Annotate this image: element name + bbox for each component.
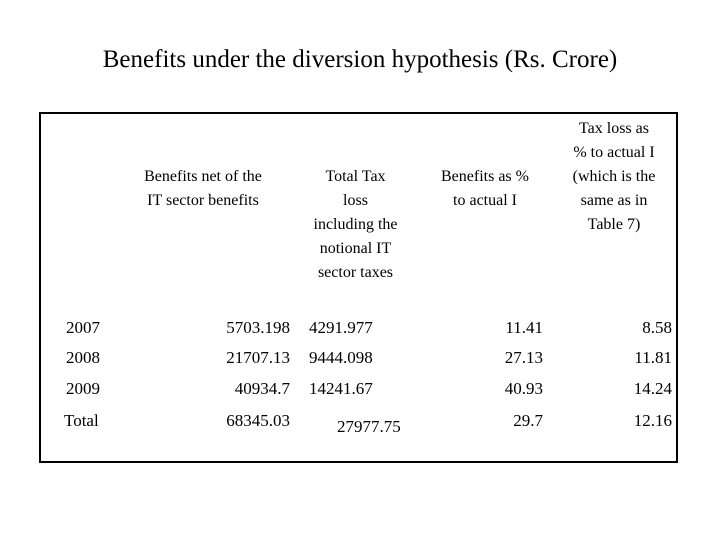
header-total-tax-loss-line: Total Tax [325,168,386,185]
cell-benefits: 5703.198 [226,318,290,337]
header-benefits-pct-line: to actual I [453,192,517,209]
cell-benefits-pct: 29.7 [513,411,543,430]
cell-tax-loss-pct: 14.24 [633,379,672,398]
header-total-tax-loss-line: loss [343,192,368,209]
cell-tax-loss-pct: 8.58 [642,318,672,337]
header-total-tax-loss-line: including the [313,216,398,233]
header-benefits-net-line: IT sector benefits [147,192,259,209]
cell-benefits-pct: 40.93 [504,379,543,398]
row-label: 2009 [66,379,100,398]
cell-tax-loss: 4291.977 [309,318,373,337]
cell-benefits-pct: 11.41 [505,318,543,337]
header-total-tax-loss [293,165,418,285]
cell-benefits: 40934.7 [234,379,290,398]
cell-tax-loss-pct: 11.81 [634,348,672,367]
header-total-tax-loss-line: notional IT [319,240,392,257]
header-benefits-pct-line: Benefits as % [441,168,529,185]
header-benefits-net [118,165,288,213]
cell-tax-loss: 14241.67 [309,379,373,398]
row-label: Total [64,411,99,430]
header-tax-loss-pct-line: Table 7) [587,216,641,233]
cell-benefits-pct: 27.13 [504,348,543,367]
cell-tax-loss: 27977.75 [337,417,401,436]
header-tax-loss-pct [552,117,676,237]
cell-benefits: 21707.13 [226,348,290,367]
cell-tax-loss-pct: 12.16 [633,411,672,430]
header-total-tax-loss-line: sector taxes [317,264,394,281]
cell-benefits: 68345.03 [226,411,290,430]
header-tax-loss-pct-line: (which is the [572,168,656,185]
header-benefits-net-line: Benefits net of the [144,168,262,185]
header-tax-loss-pct-line: same as in [580,192,648,209]
row-label: 2007 [66,318,100,337]
row-label: 2008 [66,348,100,367]
header-tax-loss-pct-line: % to actual I [573,144,655,161]
cell-tax-loss: 9444.098 [309,348,373,367]
page-title: Benefits under the diversion hypothesis (Rs. Crore) [102,46,618,73]
header-tax-loss-pct-line: Tax loss as [579,120,649,137]
header-benefits-pct [422,165,548,213]
